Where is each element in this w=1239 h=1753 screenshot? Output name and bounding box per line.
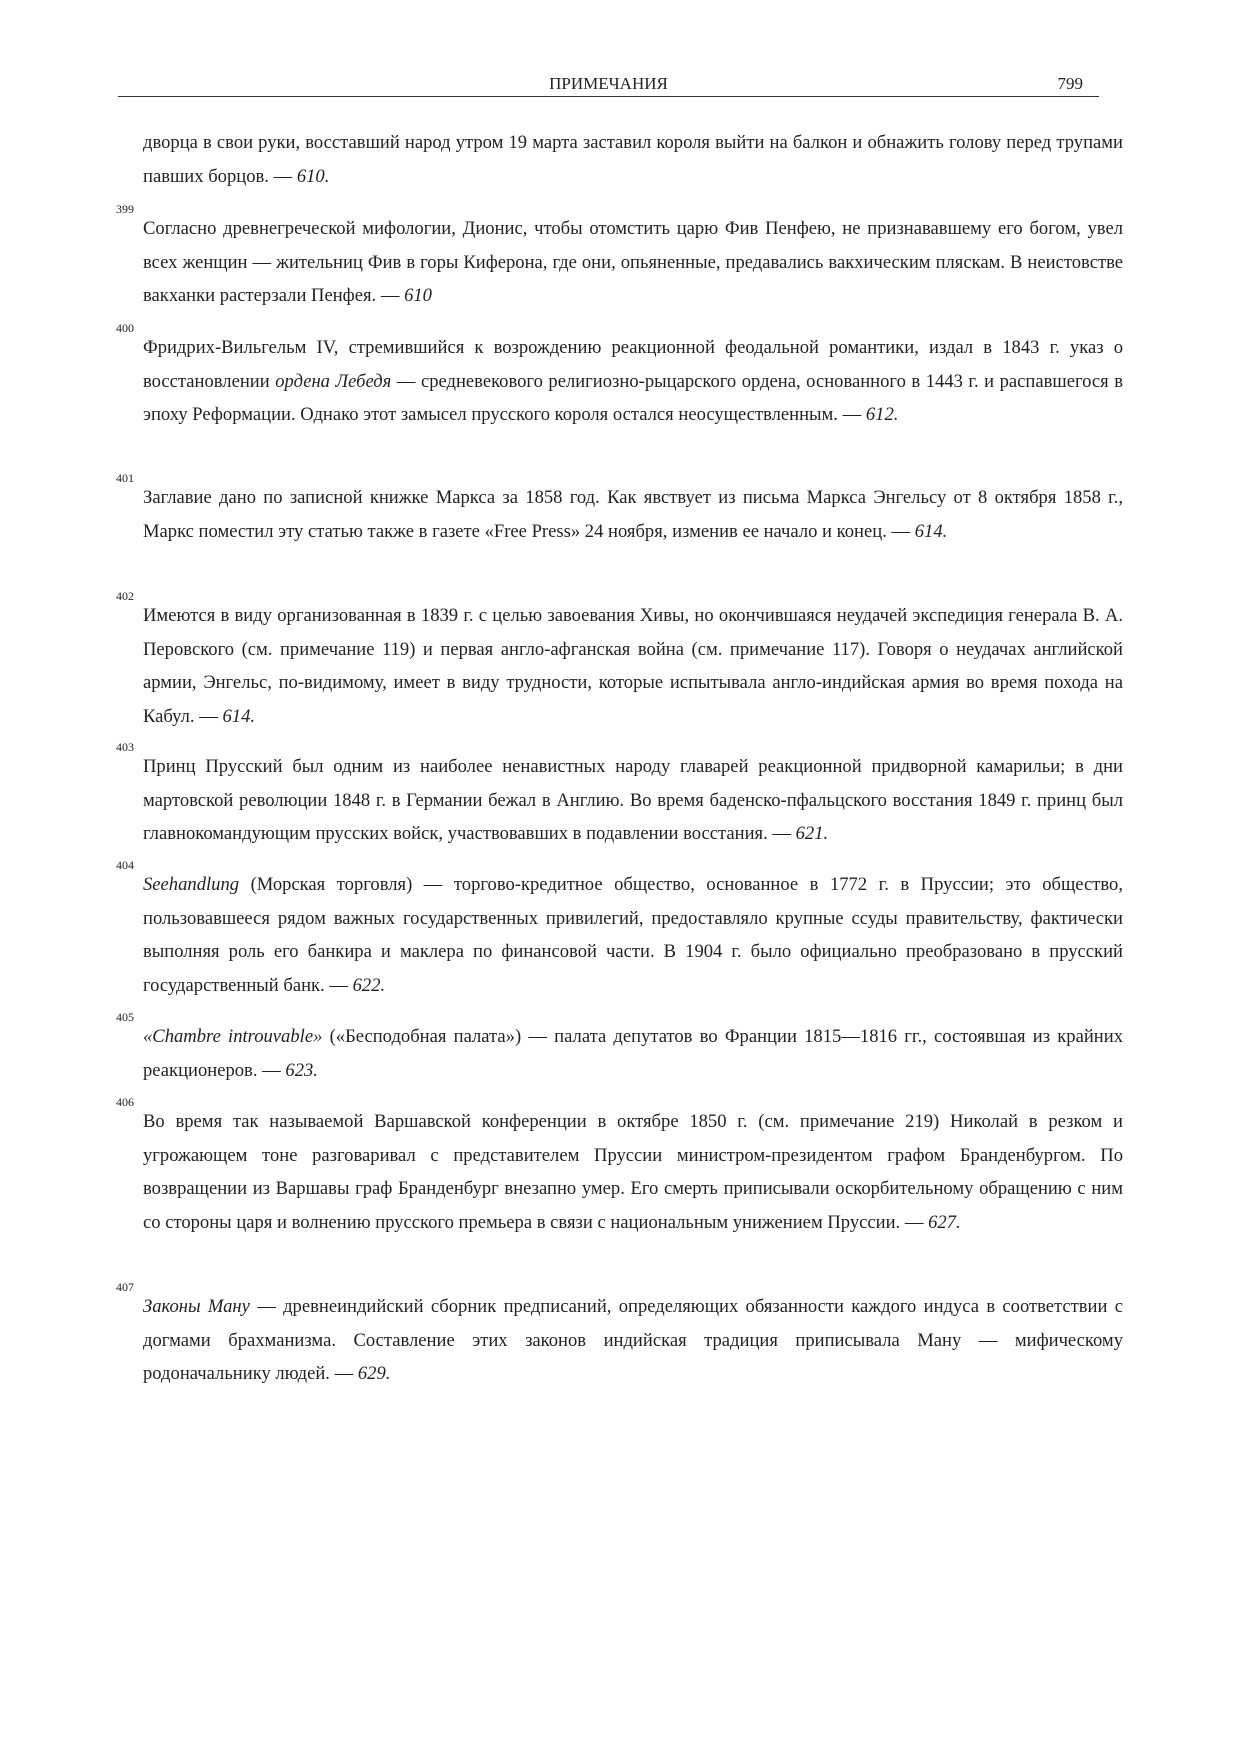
note-italic-text: Seehandlung <box>143 874 240 895</box>
note-number: 402 <box>116 589 134 603</box>
note-399 <box>116 202 1123 313</box>
running-head <box>118 74 1099 97</box>
note-number: 404 <box>116 858 134 872</box>
note-number: 401 <box>116 471 134 485</box>
note-continuation <box>143 126 1123 193</box>
note-italic-text: ордена Лебедя <box>275 370 392 392</box>
note-italic-text: 614. <box>222 705 256 727</box>
note-italic-text: 612. <box>865 404 899 425</box>
note-italic-text: Законы Ману <box>143 1296 250 1317</box>
note-403 <box>116 740 1123 851</box>
page-number: 799 <box>1057 74 1083 93</box>
note-404 <box>116 858 1123 1002</box>
note-406 <box>116 1095 1123 1239</box>
note-401 <box>116 471 1123 548</box>
note-italic-text: 621. <box>795 823 829 844</box>
note-italic-text: «Chambre introuvable» <box>143 1026 323 1047</box>
note-text: Заглавие дано по записной книжке Маркса за 1858 год. Как явствует из письма Маркса Энгельсу от 8 октября 1858 г., Маркс поместил эту статью также в газете «Free Press» 24 ноября, изменив ее начало и конец. — <box>143 487 1123 542</box>
note-400 <box>116 321 1123 432</box>
running-head-title: ПРИМЕЧАНИЯ <box>549 74 668 93</box>
note-number: 403 <box>116 740 134 754</box>
note-text: Принц Прусский был одним из наиболее ненавистных народу главарей реакционной придворной камарильи; в дни мартовской революции 1848 г. в Германии бежал в Англию. Во время баденско-пфальцского восстания 1849 г. принц был главнокомандующим прусских войск, участвовавших в подавлении восстания. — <box>143 756 1123 844</box>
note-italic-text: 610 <box>404 285 432 306</box>
note-number: 405 <box>116 1010 134 1024</box>
note-number: 406 <box>116 1095 134 1109</box>
note-number: 400 <box>116 321 134 335</box>
note-text: Фридрих-Вильгельм IV, стремившийся к возрождению реакционной феодальной романтики, издал в 1843 г. указ о восстановлении <box>143 337 1123 392</box>
note-407 <box>116 1280 1123 1391</box>
note-text: Согласно древнегреческой мифологии, Дионис, чтобы отомстить царю Фив Пенфею, не признававшему его богом, увел всех женщин — жительниц Фив в горы Киферона, где они, опьяненные, предавались вакхическим пляскам. В неистовстве вакханки растерзали Пенфея. — <box>143 218 1123 306</box>
note-text: — древнеиндийский сборник предписаний, определяющих обязанности каждого индуса в соответствии с догмами брахманизма. Составление этих законов индийская традиция приписывала Ману — мифическому родоначальнику людей. — <box>143 1296 1123 1384</box>
note-italic-text: 623. <box>285 1059 318 1081</box>
note-text: («Бесподобная палата») — палата депутатов во Франции 1815—1816 гг., состоявшая из крайних реакционеров. — <box>143 1026 1123 1081</box>
note-402 <box>116 589 1123 733</box>
note-text: Во время так называемой Варшавской конференции в октябре 1850 г. (см. примечание 219) Николай в резком и угрожающем тоне разговаривал с представителем Пруссии министром-президентом графом Бранденбургом. По возвращении из Варшавы граф Бранденбург внезапно умер. Его смерть приписывали оскорбительному обращению с ним со стороны царя и волнению прусского премьера в связи с национальным унижением Пруссии. — <box>143 1111 1123 1233</box>
note-text: (Морская торговля) — торгово-кредитное общество, основанное в 1772 г. в Пруссии; это общество, пользовавшееся рядом важных государственных привилегий, предоставляло крупные ссуды правительству, фактически выполняя роль его банкира и маклера по финансовой части. В 1904 г. было официально преобразовано в прусский государственный банк. — <box>143 874 1123 996</box>
note-number: 399 <box>116 202 134 216</box>
note-405 <box>116 1010 1123 1087</box>
note-italic-text: 622. <box>352 974 386 996</box>
note-italic-text: 610. <box>296 165 330 187</box>
note-number: 407 <box>116 1280 134 1294</box>
note-text: дворца в свои руки, восставший народ утром 19 марта заставил короля выйти на балкон и обнажить голову перед трупами павших борцов. — <box>143 132 1123 187</box>
note-italic-text: 629. <box>357 1363 391 1384</box>
note-text: — средневекового религиозно-рыцарского ордена, основанного в 1443 г. и распавшегося в эпоху Реформации. Однако этот замысел прусского короля остался неосуществленным. — <box>143 370 1123 425</box>
note-italic-text: 614. <box>914 520 948 542</box>
note-italic-text: 627. <box>928 1211 961 1233</box>
note-text: Имеются в виду организованная в 1839 г. с целью завоевания Хивы, но окончившаяся неудачей экспедиция генерала В. А. Перовского (см. примечание 119) и первая англо-афганская война (см. примечание 117). Говоря о неудачах английской армии, Энгельс, по-видимому, имеет в виду трудности, которые испытывала англо-индийская армия во время похода на Кабул. — <box>143 605 1123 727</box>
